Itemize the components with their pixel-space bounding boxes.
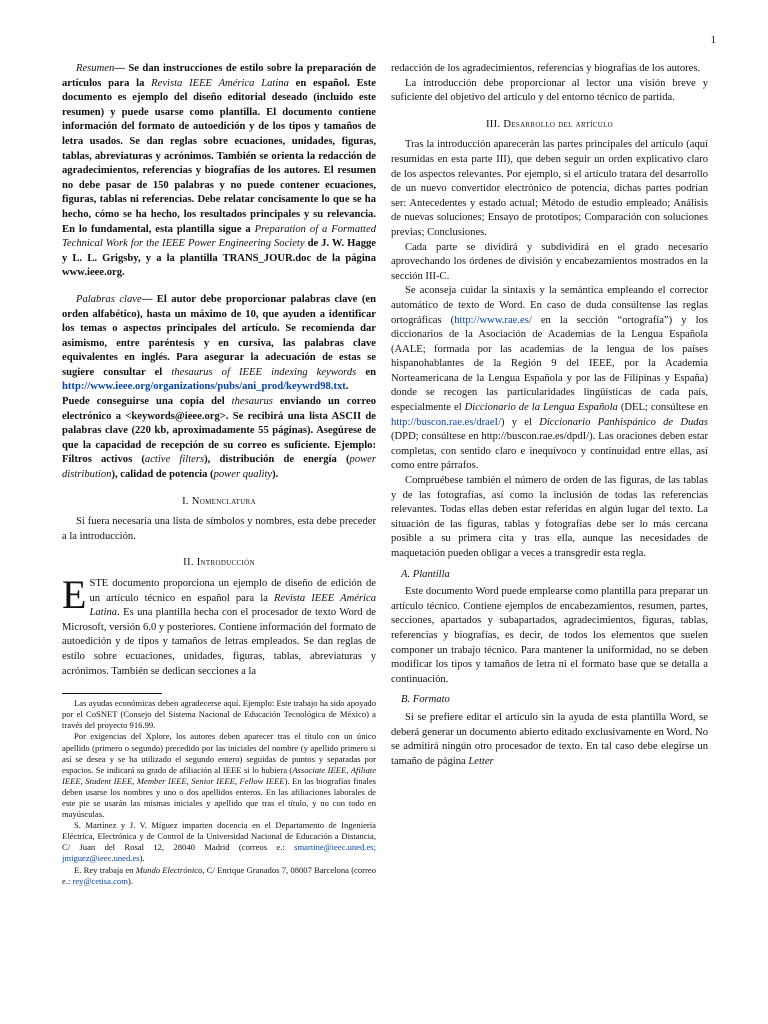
rae-link[interactable]: http://www.rae.es/: [454, 314, 532, 326]
footnote-affiliation-uned: S. Martínez y J. V. Míguez imparten docencia en el Departamento de Ingeniería Eléctrica, Electrónica y de Control de la Universidad Nacional de Educación a Distancia, C/ Juan del Rosal 12, 28040 Madrid (correos e.: smartine@ieec.uned.es; jmiguez@ieec.uned.es).: [62, 820, 376, 864]
introduction-continued: redacción de los agradecimientos, referencias y biografías de los autores.: [391, 63, 701, 74]
email-link-uned[interactable]: smartine@ieec.uned.es; jmiguez@ieec.uned.es: [62, 842, 376, 864]
email-link-rey[interactable]: rey@cetisa.com: [72, 875, 128, 886]
template-paragraph: Este documento Word puede emplearse como plantilla para preparar un artículo técnico. Contiene ejemplos de encabezamientos, resumen, partes, secciones, apartados y subapartados, agradecimientos, figuras, tablas, referencias y biografías, es decir, de todos los elementos que suelen componer un trabajo técnico. Para mantener la uniformidad, no se deben modificar los tipos y tamaños de letra ni el formato base que se detalla a continuación.: [391, 586, 708, 685]
abstract: Resumen— Se dan instrucciones de estilo sobre la preparación de artículos para la Revista IEEE América Latina en español. Este documento es ejemplo del diseño editorial deseado (incluido este resumen) y puede usarse como plantilla. El documento contiene información del formato de autoedición y de los tipos y tamaños de letra usados. Se dan reglas sobre ecuaciones, unidades, figuras, tablas, abreviaturas y acrónimos. También se orienta la redacción de agradecimientos, referencias y biografías de los autores. El resumen no debe pasar de 150 palabras y no puede contener ecuaciones, figuras, tablas ni referencias. Debe relatar concisamente lo que se ha hecho, cómo se ha hecho, los resultados principales y su relevancia. En lo fundamental, esta plantilla sigue a Preparation of a Formatted Technical Work for the IEEE Power Engineering Society de J. W. Hagge y L. L. Grigsby, y a la plantilla TRANS_JOUR.doc de la página www.ieee.org.: [62, 63, 377, 279]
footnote-divider: [62, 693, 162, 694]
subsection-heading-formato: B. Formato: [401, 694, 450, 706]
keywords: Palabras clave— El autor debe proporcionar palabras clave (en orden alfabético), hasta un máximo de 10, que ayuden a identificar los temas o aspectos principales del artículo. Se recomienda dar asimismo, entre paréntesis y en cursiva, las palabras clave equivalentes en inglés. Para asegurar la adecuación de estas se sugiere consultar el thesaurus of IEEE indexing keywords en http://www.ieee.org/organizations/pubs/ani_prod/keywrd98.txt. Puede conseguirse una copia del thesaurus enviando un correo electrónico a <keywords@ieee.org>. Se recibirá una lista ASCII de palabras clave (220 kb, aproximadamente 55 páginas). Asegúrese de que la capacidad de recepción de su correo es suficiente. Ejemplo: Filtros activos (active filters), distribución de energía (power distribution), calidad de potencia (power quality).: [62, 293, 376, 481]
section-heading-desarrollo: III. Desarrollo del artículo: [485, 118, 614, 130]
development-paragraph-2: Cada parte se dividirá y subdividirá en el grado necesario aprovechando los órdenes de división y encabezamientos mostrados en la sección III-C.: [391, 241, 708, 282]
development-paragraph-1: Tras la introducción aparecerán las partes principales del artículo (aquí resumidas en esta parte III), que deben seguir un orden explicativo claro de los aspectos relevantes. Por ejemplo, si el artículo tratara del desarrollo de un nuevo convertidor electrónico de potencia, dichas partes podrían ser: Antecedentes y estado actual; Método de estudio empleado; Análisis de nuevas soluciones; Ensayo de prototipos; Comparación con soluciones previas; Conclusiones.: [391, 139, 708, 238]
drop-cap: E: [62, 572, 87, 617]
page-number: 1: [710, 34, 716, 46]
keywords-label: Palabras clave: [76, 293, 142, 305]
section-heading-introduccion: II. Introducción: [183, 557, 255, 569]
journal-name: Revista IEEE América Latina: [151, 77, 289, 89]
keywords-url-link[interactable]: http://www.ieee.org/organizations/pubs/ani_prod/keywrd98.txt: [62, 381, 346, 393]
abstract-label: Resumen: [76, 63, 115, 74]
format-paragraph: Si se prefiere editar el artículo sin la ayuda de esta plantilla Word, se deberá generar un documento abierto editado exclusivamente en Word. No se admitirá ningún otro procesador de texto. En tal caso debe elegirse un tamaño de página Letter: [391, 711, 708, 767]
footnote-funding: Las ayudas económicas deben agradecerse aquí. Ejemplo: Este trabajo ha sido apoyado por el CoSNET (Consejo del Sistema Nacional de Educación Tecnológica de México) a través del proyecto 916.99.: [62, 698, 376, 731]
footnote-affiliation-rey: E. Rey trabaja en Mundo Electrónico, C/ Enrique Granados 7, 08007 Barcelona (correo e.: rey@cetisa.com).: [62, 864, 377, 886]
right-column: [391, 62, 708, 769]
development-paragraph-3: Se aconseja cuidar la sintaxis y la semántica empleando el corrector automático de texto de Word. En caso de duda consúltense las reglas ortográficas (http://www.rae.es/ en la sección “ortografía”) y los diccionarios de la Asociación de Academias de la Lengua Española (AALE; formada por las academias de la lengua de los países hispanohablantes de la Región 9 del IEEE, por la Academia Norteamericana de la Lengua Española y por las de Filipinas y España) donde se recogen las particularidades lingüísticas de cada país, especialmente el Diccionario de la Lengua Española (DEL; consúltese en http://buscon.rae.es/draeI/) y el Diccionario Panhispánico de Dudas (DPD; consúltese en http://buscon.rae.es/dpdI/). Las oraciones deben estar completas, con sentido claro e inequívoco y continuidad entre ellas, así como entre párrafos.: [391, 285, 708, 472]
section-heading-nomenclatura: I. Nomenclatura: [182, 495, 256, 507]
drae-link[interactable]: http://buscon.rae.es/draeI/: [391, 416, 502, 428]
introduction-paragraph: ESTE documento proporciona un ejemplo de diseño de edición de un artículo técnico en español para la Revista IEEE América Latina. Es una plantilla hecha con el procesador de texto Word de Microsoft, versión 6.0 y posteriores. Contiene información del formato de autoedición y de tipos y tamaños de letras empleados. Se dan reglas de estilo sobre ecuaciones, unidades, figuras, tablas, abreviaturas y acrónimos. También se dedican secciones a la: [62, 572, 377, 677]
subsection-heading-plantilla: A. Plantilla: [401, 568, 450, 580]
footnote-author-format: Por exigencias del Xplore, los autores deben aparecer tras el título con un único apellido (primero o segundo) precedido por las iniciales del nombre (y apellido primero si así se desea y se ha utilizado el segundo entero) seguidas de puntos y separadas por espacios. Se indicará su grado de afiliación al IEEE si lo hubiera (Associate IEEE, Afiliate IEEE, Student IEEE, Member IEEE, Senior IEEE, Fellow IEEE). En las biografías finales deben usarse los nombres y uno o dos apellidos enteros. En las afiliaciones laborales de este pie se usarán las mismas iniciales y apellido que tras el título, y no con todo en mayúsculas.: [62, 731, 377, 820]
left-column: [62, 62, 376, 887]
introduction-purpose: La introducción debe proporcionar al lector una visión breve y suficiente del objetivo del artículo y del entorno técnico de partida.: [391, 77, 708, 104]
reference-work-title: Preparation of a Formatted Technical Work for the IEEE Power Engineering Society: [62, 223, 377, 250]
nomenclature-paragraph: Si fuera necesaria una lista de símbolos y nombres, esta debe preceder a la introducción.: [62, 516, 376, 542]
development-paragraph-4: Compruébese también el número de orden de las figuras, de las tablas y de las fotografías, así como la inclusión de todas las referencias relevantes. Todas ellas deben estar referidas en algún lugar del texto. La situación de las figuras, tablas y fotografías debe ser lo más cercana posible a su primera cita y tras ella, aunque las necesidades de maquetación pueden obligar a veces a transgredir esta regla.: [391, 475, 708, 559]
